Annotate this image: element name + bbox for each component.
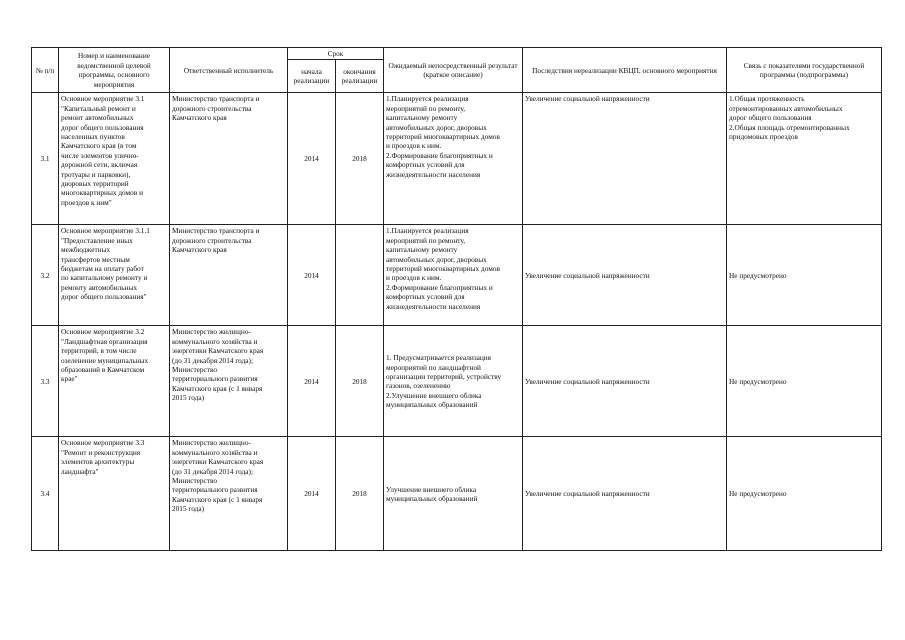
row-executor: Министерство транспорта и дорожного строительства Камчатского края xyxy=(170,225,288,326)
header-start: начала реализации xyxy=(288,60,336,93)
row-start: 2014 xyxy=(288,93,336,225)
row-executor: Министерство жилищно- коммунального хозяйства и энергетики Камчатского края (до 31 декабря 2014 года); Министерство территориального развития Камчатского края (с 1 января 2015 года) xyxy=(170,437,288,551)
header-period: Срок xyxy=(288,48,384,60)
row-link: Не предусмотрено xyxy=(727,225,882,326)
row-start: 2014 xyxy=(288,326,336,437)
table-row xyxy=(32,225,882,326)
row-program: Основное мероприятие 3.3 "Ремонт и реконструкция элементов архитектуры ландшафта" xyxy=(59,437,170,551)
row-num: 3.4 xyxy=(32,437,59,551)
row-link: Не предусмотрено xyxy=(727,326,882,437)
row-consequences: Увеличение социальной напряженности xyxy=(523,225,727,326)
row-consequences: Увеличение социальной напряженности xyxy=(523,93,727,225)
row-consequences: Увеличение социальной напряженности xyxy=(523,326,727,437)
header-result: Ожидаемый непосредственный результат (краткое описание) xyxy=(384,48,523,93)
header-link: Связь с показателями государственной программы (подпрограммы) xyxy=(727,48,882,93)
row-num: 3.2 xyxy=(32,225,59,326)
row-end xyxy=(336,225,384,326)
row-end: 2018 xyxy=(336,437,384,551)
row-program: Основное мероприятие 3.1.1 "Предоставление иных межбюджетных трансфертов местным бюджетам на оплату работ по капитальному ремонту и ремонту автомобильных дорог общего пользования" xyxy=(59,225,170,326)
header-end: окончания реализации xyxy=(336,60,384,93)
row-consequences: Увеличение социальной напряженности xyxy=(523,437,727,551)
table-row xyxy=(32,437,882,551)
row-executor: Министерство жилищно- коммунального хозяйства и энергетики Камчатского края (до 31 декабря 2014 года); Министерство территориального развития Камчатского края (с 1 января 2015 года) xyxy=(170,326,288,437)
row-result: Улучшение внешнего облика муниципальных образований xyxy=(384,437,523,551)
row-start: 2014 xyxy=(288,437,336,551)
table-row xyxy=(32,326,882,437)
row-program: Основное мероприятие 3.2 "Ландшафтная организация территорий, в том числе озеленение муниципальных образований в Камчатском крае" xyxy=(59,326,170,437)
measures-table xyxy=(31,47,882,551)
row-result: 1.Планируется реализация мероприятий по ремонту, капитальному ремонту автомобильных дорог, дворовых территорий многоквартирных домов и проездов к ним. 2.Формирование благоприятных и комфортных условий для жизнедеятельности населения xyxy=(384,93,523,225)
table-row xyxy=(32,93,882,225)
row-link: 1.Общая протяженность отремонтированных автомобильных дорог общего пользования 2.Общая площадь отремонтированных придомовых проездов xyxy=(727,93,882,225)
header-executor: Ответственный исполнитель xyxy=(170,48,288,93)
row-end: 2018 xyxy=(336,93,384,225)
row-start: 2014 xyxy=(288,225,336,326)
row-num: 3.3 xyxy=(32,326,59,437)
row-link: Не предусмотрено xyxy=(727,437,882,551)
row-executor: Министерство транспорта и дорожного строительства Камчатского края xyxy=(170,93,288,225)
row-result: 1. Предусматривается реализация мероприятий по ландшафтной организации территорий, устройству газонов, озеленению 2.Улучшение внешнего облика муниципальных образований xyxy=(384,326,523,437)
row-program: Основное мероприятие 3.1 "Капитальный ремонт и ремонт автомобильных дорог общего пользования населенных пунктов Камчатского края (в том числе элементов улично- дорожной сети, включая тротуары и парковки), дворовых территорий многоквартирных домов и проездов к ним" xyxy=(59,93,170,225)
row-num: 3.1 xyxy=(32,93,59,225)
row-end: 2018 xyxy=(336,326,384,437)
header-program: Номер и наименование ведомственной целевой программы, основного мероприятия xyxy=(59,48,170,93)
header-consequences: Последствия нереализации КВЦП, основного мероприятия xyxy=(523,48,727,93)
row-result: 1.Планируется реализация мероприятий по ремонту, капитальному ремонту автомобильных дорог, дворовых территорий многоквартирных домов и проездов к ним. 2.Формирование благоприятных и комфортных условий для жизнедеятельности населения xyxy=(384,225,523,326)
header-num: № п/п xyxy=(32,48,59,93)
